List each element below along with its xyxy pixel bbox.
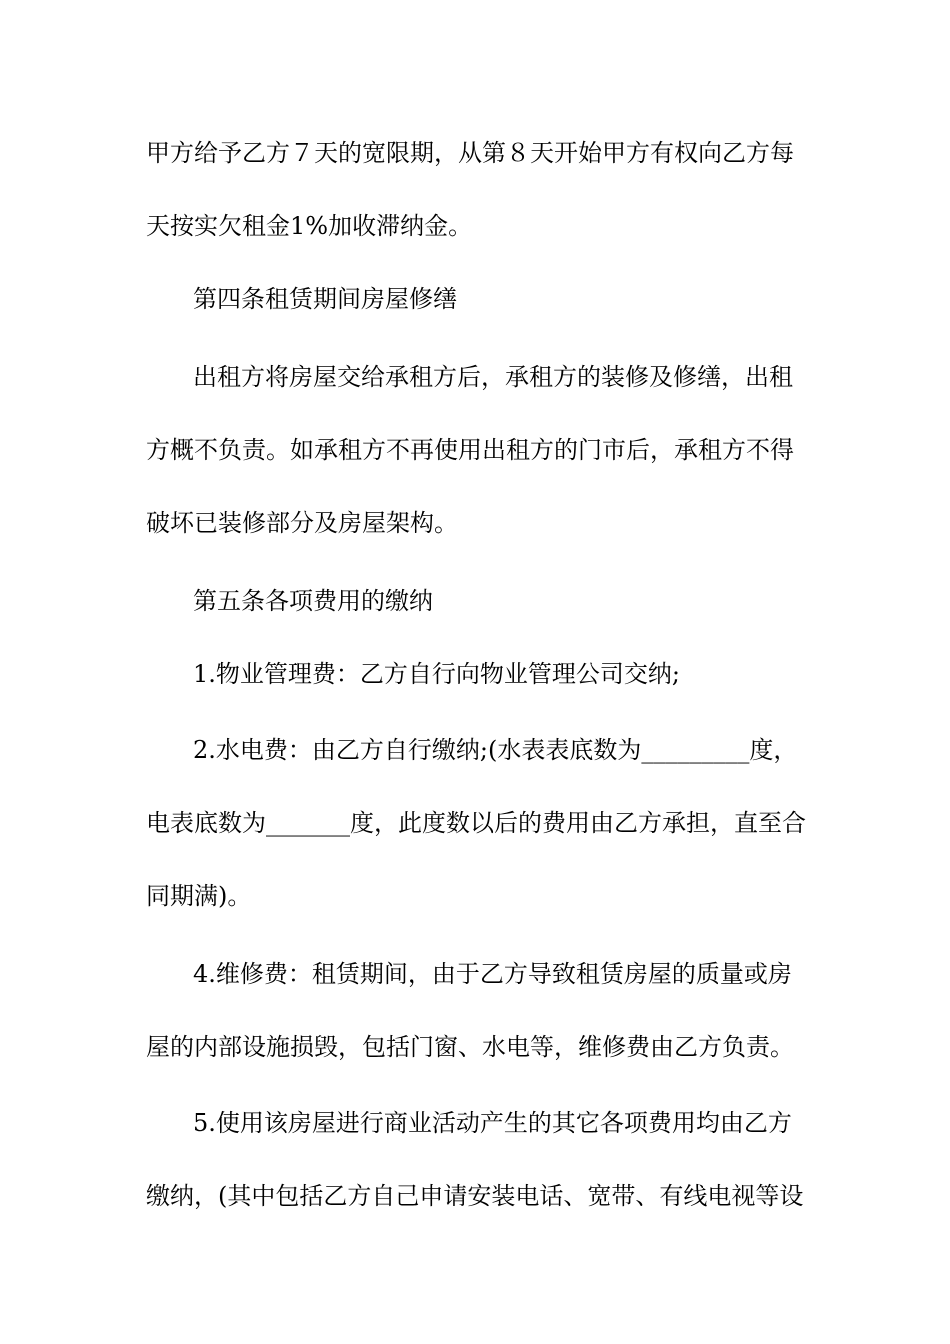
text-line-1: 甲方给予乙方７天的宽限期，从第８天开始甲方有权向乙方每 [146,139,794,167]
list-item-5-cont: 缴纳，(其中包括乙方自己申请安装电话、宽带、有线电视等设 [146,1182,804,1210]
section-heading-5: 第五条各项费用的缴纳 [193,587,433,615]
text-line-5: 方概不负责。如承租方不再使用出租方的门市后，承租方不得 [146,436,794,464]
list-item-1: 1.物业管理费：乙方自行向物业管理公司交纳; [193,660,680,688]
list-item-4: 4.维修费：租赁期间，由于乙方导致租赁房屋的质量或房 [193,960,792,988]
text-line-4: 出租方将房屋交给承租方后，承租方的装修及修缮，出租 [193,363,793,391]
list-item-2-cont-1: 电表底数为_______度，此度数以后的费用由乙方承担，直至合 [146,809,806,837]
list-item-2-cont-2: 同期满)。 [146,882,252,910]
text-line-6: 破坏已装修部分及房屋架构。 [146,509,458,537]
text-line-2: 天按实欠租金1%加收滞纳金。 [146,212,473,240]
list-item-2: 2.水电费：由乙方自行缴纳;(水表表底数为_________度， [193,736,798,764]
list-item-4-cont: 屋的内部设施损毁，包括门窗、水电等，维修费由乙方负责。 [146,1033,794,1061]
list-item-5: 5.使用该房屋进行商业活动产生的其它各项费用均由乙方 [193,1109,792,1137]
section-heading-4: 第四条租赁期间房屋修缮 [193,285,457,313]
